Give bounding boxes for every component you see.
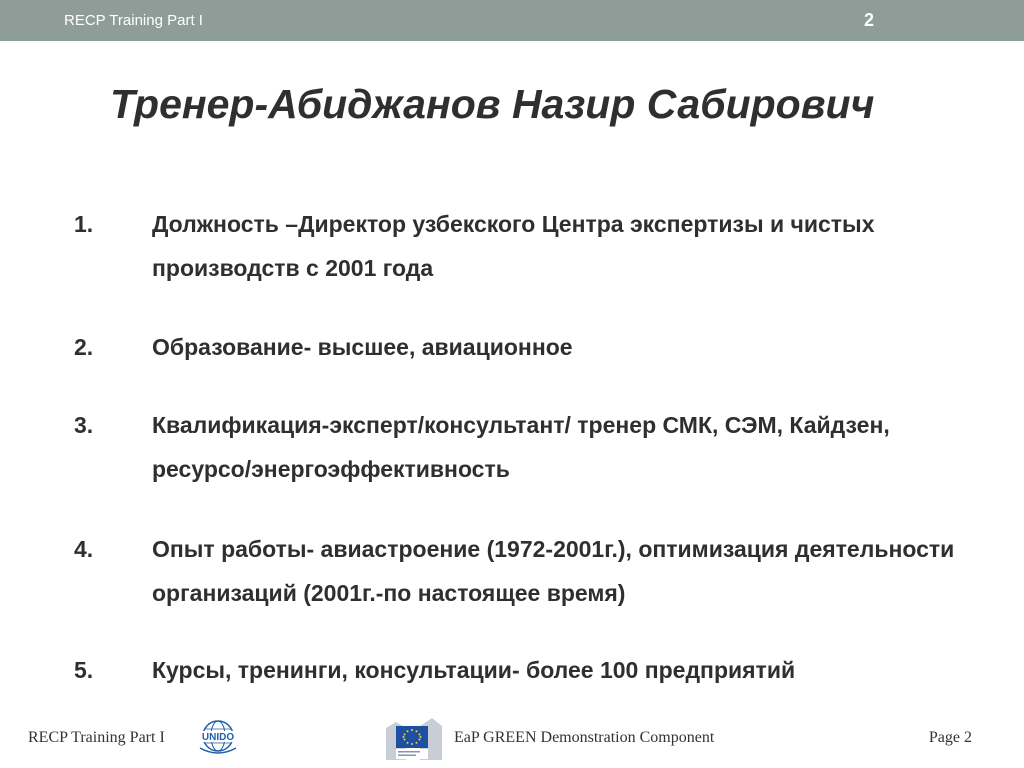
list-item-number: 5. (74, 657, 94, 683)
footer-center-text: EaP GREEN Demonstration Component (454, 729, 715, 746)
list-item-number: 4. (74, 536, 94, 562)
svg-text:UNIDO: UNIDO (201, 732, 235, 743)
unido-logo-icon (194, 718, 242, 758)
list-item-text: Опыт работы- авиастроение (1972-2001г.), оптимизация деятельности организаций (2001г.-по настоящее время) (152, 536, 955, 606)
header-title: RECP Training Part I (64, 12, 203, 29)
list-item-text: Образование- высшее, авиационное (152, 334, 573, 360)
header-page-number: 2 (863, 10, 874, 30)
footer-left-text: RECP Training Part I (28, 729, 165, 746)
list-item-number: 2. (74, 334, 94, 360)
footer-page-label: Page 2 (928, 729, 972, 746)
slide-title: Тренер-Абиджанов Назир Сабирович (110, 81, 875, 127)
list-item-text: Должность –Директор узбекского Центра экспертизы и чистых производств с 2001 года (152, 211, 875, 281)
european-commission-logo-icon (384, 716, 444, 762)
list-item-text: Квалификация-эксперт/консультант/ тренер СМК, СЭМ, Кайдзен, ресурсо/энергоэффективность (152, 412, 890, 482)
list-item-text: Курсы, тренинги, консультации- более 100 предприятий (152, 657, 796, 683)
list-item-number: 3. (74, 412, 94, 438)
list-item-number: 1. (74, 211, 94, 237)
